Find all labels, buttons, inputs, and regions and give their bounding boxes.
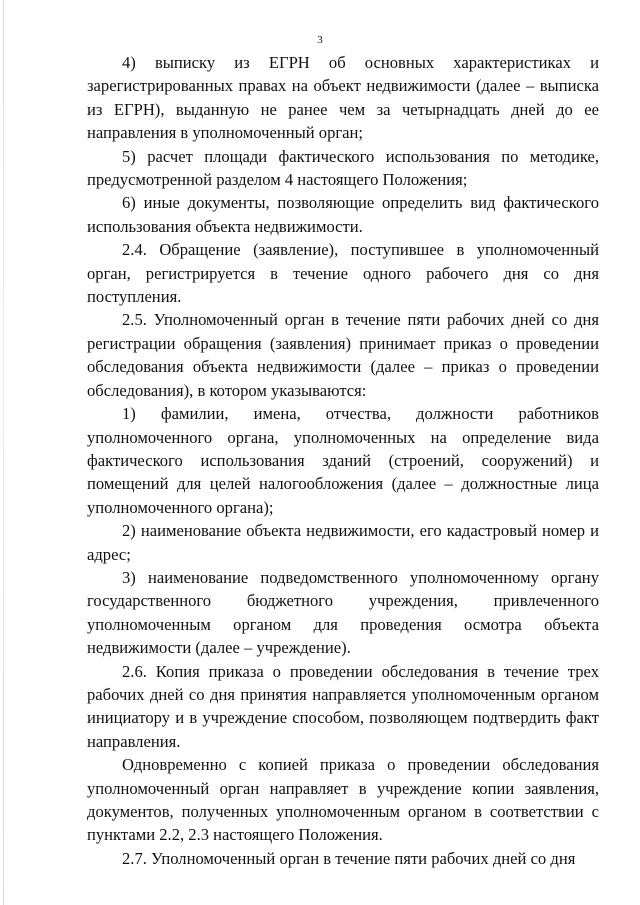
scan-edge [3, 0, 4, 905]
paragraph-2-5-item-2: 2) наименование объекта недвижимости, его кадастровый номер и адрес; [87, 521, 599, 564]
paragraph-item-4: 4) выписку из ЕГРН об основных характеристиках и зарегистрированных правах на объект недвижимости (далее – выписка из ЕГРН), выданную не ранее чем за четырнадцать дней до ее направления в уполномоченный орган; [87, 53, 599, 143]
paragraph-2-6: 2.6. Копия приказа о проведении обследования в течение трех рабочих дней со дня принятия направляется уполномоченным органом инициатору и в учреждение способом, позволяющем подтвердить факт направления. [87, 661, 599, 751]
paragraph-2-7: 2.7. Уполномоченный орган в течение пяти рабочих дней со дня [122, 848, 576, 868]
paragraph-item-5: 5) расчет площади фактического использования по методике, предусмотренной разделом 4 настоящего Положения; [87, 146, 599, 190]
paragraph-2-5-item-3: 3) наименование подведомственного уполномоченному органу государственного бюджетного учреждения, привлеченного уполномоченным органом для проведения осмотра объекта недвижимости (далее – учреждение). [87, 567, 599, 658]
paragraph-2-6-continued: Одновременно с копией приказа о проведении обследования уполномоченный орган направляет в учреждение копии заявления, документов, полученных уполномоченным органом в соответствии с пунктами 2.2, 2.3 настоящего Положения. [87, 755, 599, 845]
document-body [87, 51, 599, 870]
paragraph-2-5-item-1: 1) фамилии, имена, отчества, должности работников уполномоченного органа, уполномоченных на определение вида фактического использования зданий (строений, сооружений) и помещений для целей налогообложения (далее – должностные лица уполномоченного органа); [87, 404, 599, 517]
page-number: 3 [317, 34, 323, 46]
paragraph-item-6: 6) иные документы, позволяющие определить вид фактического использования объекта недвижимости. [87, 193, 599, 236]
paragraph-2-4: 2.4. Обращение (заявление), поступившее в уполномоченный орган, регистрируется в течение одного рабочего дня со дня поступления. [87, 240, 599, 307]
paragraph-2-5: 2.5. Уполномоченный орган в течение пяти рабочих дней со дня регистрации обращения (заявления) принимает приказ о проведении обследования объекта недвижимости (далее – приказ о проведении обследования), в котором указываются: [87, 310, 599, 400]
